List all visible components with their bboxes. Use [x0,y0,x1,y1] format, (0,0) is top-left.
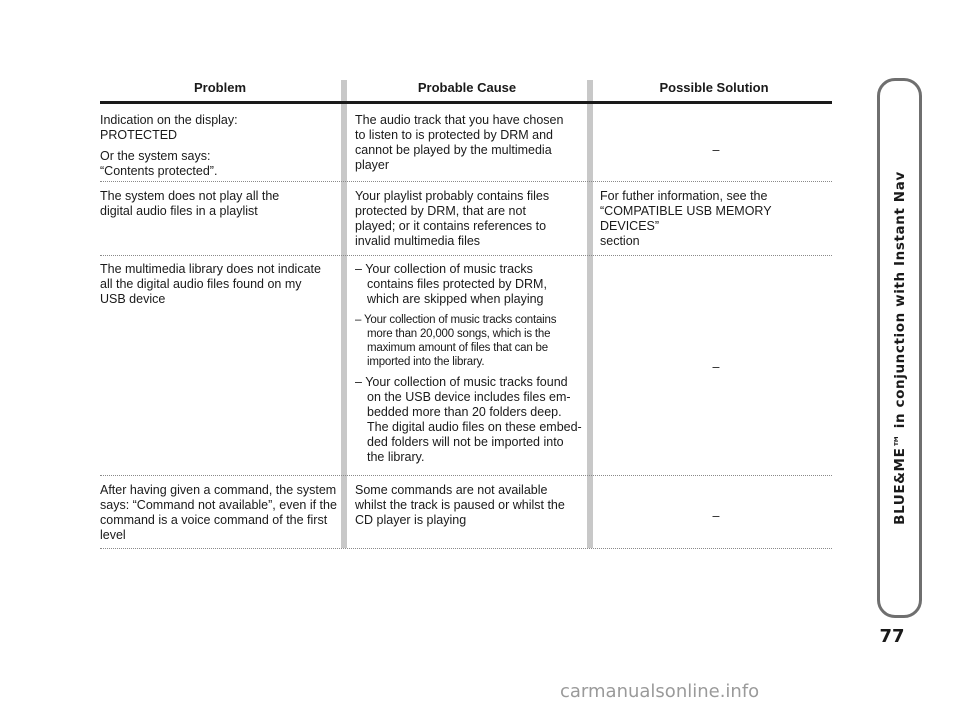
row-1-cause: The audio track that you have chosen to listen to is protected by DRM and cannot be played by the multimedia player [355,113,564,172]
row-separator [100,181,832,182]
row-2-problem: The system does not play all the digital audio files in a playlist [100,189,280,218]
column-divider-1 [341,80,347,548]
row-separator [100,255,832,256]
row-1-problem: Indication on the display: PROTECTED Or the system says: “Contents protected”. [100,113,238,178]
cause-list-item: – Your collection of music tracks found on the USB device includes files em- bedded more than 20 folders deep. The digital audio files on these embed- ded folders will not be imported into the library. [355,375,582,464]
row-1-solution: – [712,143,720,157]
row-3-solution: – [712,360,720,374]
row-4-problem: After having given a command, the system says: “Command not available”, even if the command is a voice command of the first level [100,483,337,542]
row-separator [100,548,832,549]
column-divider-2 [587,80,593,548]
row-2-solution: For futher information, see the “COMPATIBLE USB MEMORY DEVICES” section [600,189,772,248]
row-3-cause [355,262,587,471]
row-4-solution: – [712,509,720,523]
watermark: carmanualsonline.info [560,681,760,702]
page-number: 77 [879,626,905,647]
header-possible-solution: Possible Solution [659,80,769,95]
cause-list-item: – Your collection of music tracks contains files protected by DRM, which are skipped when playing [355,262,547,306]
header-problem: Problem [193,80,246,95]
row-4-cause: Some commands are not available whilst the track is paused or whilst the CD player is playing [355,483,565,527]
header-probable-cause: Probable Cause [417,80,517,95]
header-rule [100,101,832,104]
section-tab [879,80,920,616]
row-2-cause: Your playlist probably contains files protected by DRM, that are not played; or it contains references to invalid multimedia files [355,189,550,248]
section-title: BLUE&ME™ in conjunction with Instant Nav [891,171,908,525]
cause-list-item: – Your collection of music tracks contains more than 20,000 songs, which is the maximum amount of files that can be imported into the library. [355,314,557,368]
row-3-problem: The multimedia library does not indicate all the digital audio files found on my USB device [100,262,321,306]
row-separator [100,475,832,476]
